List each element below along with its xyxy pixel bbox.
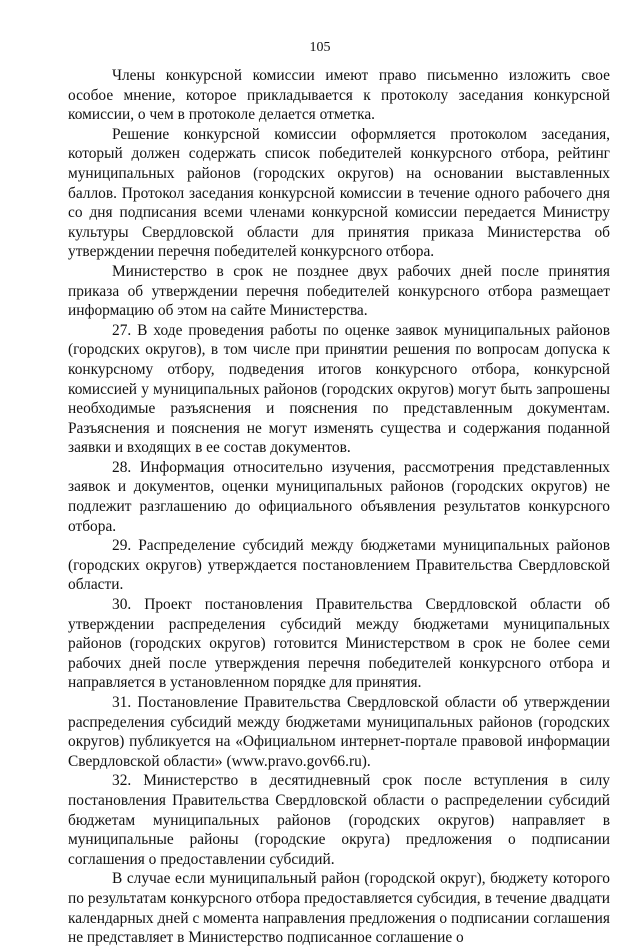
page-number: 105 xyxy=(309,40,331,55)
paragraph-30: 30. Проект постановления Правительства Свердловской области об утверждении распределения субсидий между бюджетами муниципальных районов (городских округов) готовится Министерством в срок не более семи рабочих дней после утверждения перечня победителей конкурсного отбора и направляется в установленном порядке для принятия. xyxy=(68,596,610,692)
paragraph-28: 28. Информация относительно изучения, рассмотрения представленных заявок и документов, оценки муниципальных районов (городских округов) не подлежит разглашению до официального объявления результатов конкурсного отбора. xyxy=(68,458,610,535)
paragraph-ministry-publication: Министерство в срок не позднее двух рабочих дней после принятия приказа об утверждении перечня победителей конкурсного отбора размещает информацию об этом на сайте Министерства. xyxy=(68,262,610,320)
paragraph-32: 32. Министерство в десятидневный срок после вступления в силу постановления Правительства Свердловской области о распределении субсидий бюджетам муниципальных районов (городских округов) направляет в муниципальные районы (городские округа) предложения о подписании соглашения о предоставлении субсидий. xyxy=(68,772,610,868)
paragraph-commission-decision: Решение конкурсной комиссии оформляется протоколом заседания, который должен содержать список победителей конкурсного отбора, рейтинг муниципальных районов (городских округов) на основании выставленных баллов. Протокол заседания конкурсной комиссии в течение одного рабочего дня со дня подписания всеми членами конкурсной комиссии передается Министру культуры Свердловской области для принятия приказа Министерства об утверждении перечня победителей конкурсного отбора. xyxy=(68,125,610,261)
paragraph-29: 29. Распределение субсидий между бюджетами муниципальных районов (городских округов) утверждается постановлением Правительства Свердловской области. xyxy=(68,537,610,594)
paragraph-commission-opinion: Члены конкурсной комиссии имеют право письменно изложить свое особое мнение, которое прикладывается к протоколу заседания конкурсной комиссии, о чем в протоколе делается отметка. xyxy=(68,67,610,124)
document-body xyxy=(68,66,610,948)
paragraph-31: 31. Постановление Правительства Свердловской области об утверждении распределения субсидий между бюджетами муниципальных районов (городских округов) публикуется на «Официальном интернет-портале правовой информации Свердловской области» (www.pravo.gov66.ru). xyxy=(68,694,610,770)
paragraph-27: 27. В ходе проведения работы по оценке заявок муниципальных районов (городских округов), в том числе при принятии решения по вопросам допуска к конкурсному отбору, подведения итогов конкурсного отбора, конкурсной комиссией у муниципальных районов (городских округов) могут быть запрошены необходимые разъяснения и пояснения по представленным документам. Разъяснения и пояснения не могут изменять существа и содержания поданной заявки и входящих в ее состав документов. xyxy=(68,321,610,457)
paragraph-agreement-deadline: В случае если муниципальный район (городской округ), бюджету которого по результатам конкурсного отбора предоставляется субсидия, в течение двадцати календарных дней с момента направления предложения о подписании соглашения не представляет в Министерство подписанное соглашение о xyxy=(68,870,610,947)
